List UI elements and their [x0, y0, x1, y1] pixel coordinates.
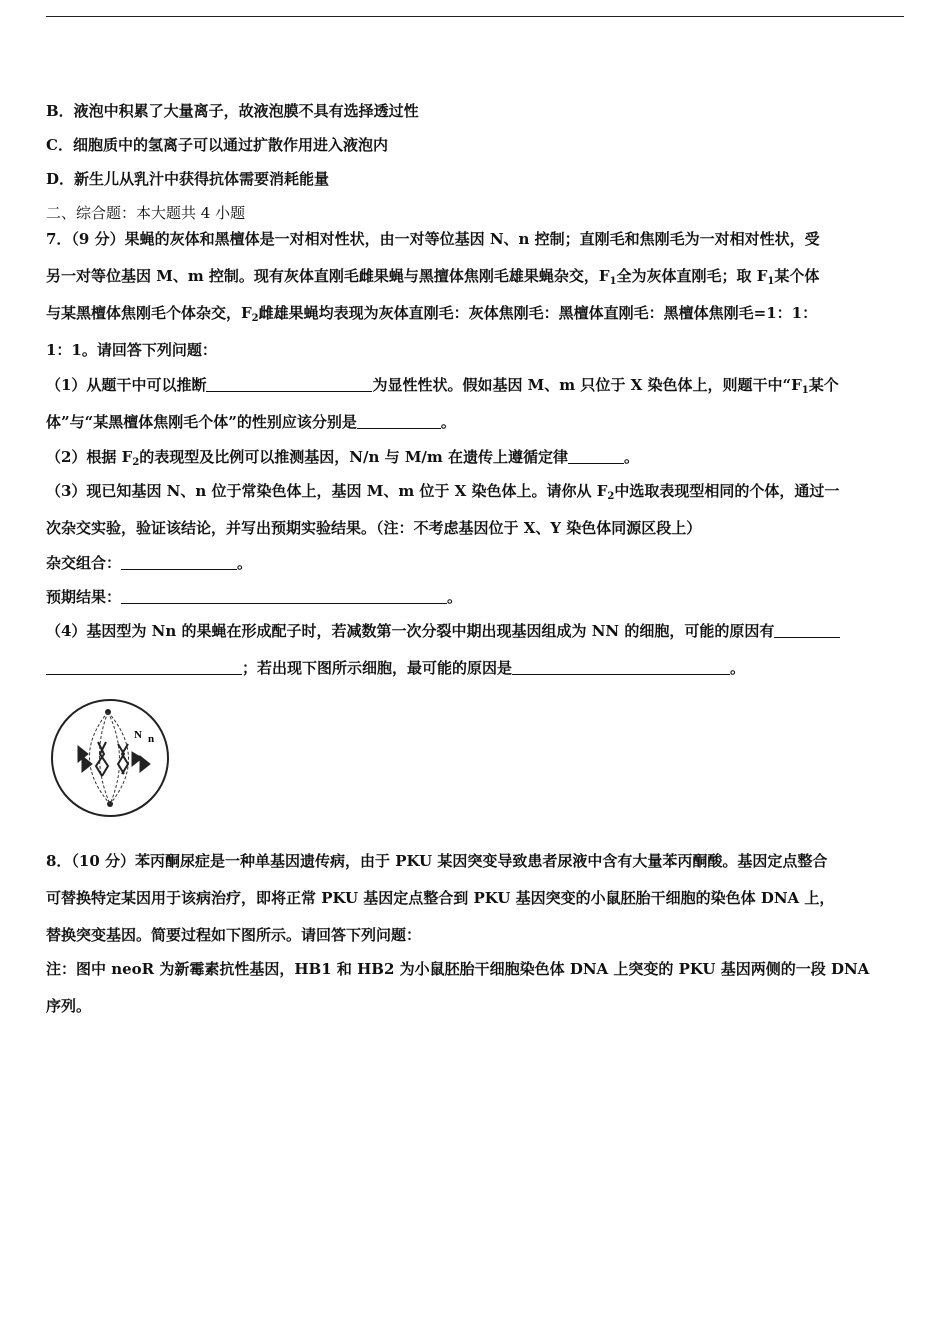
gene-label-N: N	[134, 729, 142, 741]
q7-part-4-line-2: ；若出现下图所示细胞，最可能的原因是 。	[46, 658, 906, 678]
answer-blank[interactable]	[121, 589, 447, 604]
q7-stem-line-4: 1：1。请回答下列问题：	[46, 341, 217, 359]
option-b: B．液泡中积累了大量离子，故液泡膜不具有选择透过性	[46, 102, 419, 120]
header-rule	[46, 16, 904, 17]
answer-blank[interactable]	[46, 660, 242, 675]
answer-blank[interactable]	[121, 555, 237, 570]
option-c: C．细胞质中的氢离子可以通过扩散作用进入液泡内	[46, 136, 388, 154]
answer-blank[interactable]	[774, 623, 840, 638]
q7-stem-line-2: 另一对等位基因 M、m 控制。现有灰体直刚毛雌果蝇与黑擅体焦刚毛雄果蝇杂交，$F_1$全为灰体直刚毛；取 $F_1$某个体	[46, 267, 820, 287]
q8-stem-line-2: 可替换特定某因用于该病治疗，即将正常 PKU 基因定点整合到 PKU 基因突变的小鼠胚胎干细胞的染色体 DNA 上，	[46, 889, 835, 907]
section-heading: 二、综合题：本大题共 4 小题	[46, 204, 246, 222]
expected-result: 预期结果： 。	[46, 588, 463, 606]
answer-blank[interactable]	[206, 377, 372, 392]
q7-part-4-line-1: （4）基因型为 Nn 的果蝇在形成配子时，若减数第一次分裂中期出现基因组成为 NN 的细胞，可能的原因有	[46, 621, 906, 641]
q7-stem-line-1: 7．（9 分）果蝇的灰体和黑檀体是一对相对性状，由一对等位基因 N、n 控制；直刚毛和焦刚毛为一对相对性状，受	[46, 230, 820, 248]
q7-part-2: （2）根据 $F_2$的表现型及比例可以推测基因，N/n 与 M/m 在遗传上遵循定律 。	[46, 448, 640, 468]
q7-part-3-line-2: 次杂交实验，验证该结论，并写出预期实验结果。（注：不考虑基因位于 X、Y 染色体同源区段上）	[46, 519, 702, 537]
cross-combination: 杂交组合： 。	[46, 554, 253, 572]
option-d: D．新生儿从乳汁中获得抗体需要消耗能量	[46, 170, 330, 188]
gene-label-n: n	[148, 733, 155, 745]
q7-part-1-line-2: 体”与“某黑檀体焦刚毛个体”的性别应该分别是 。	[46, 413, 456, 431]
q7-part-1-line-1: （1）从题干中可以推断 为显性性状。假如基因 M、m 只位于 X 染色体上，则题干中“$F_1$某个	[46, 376, 839, 396]
cell-division-figure	[48, 694, 172, 822]
answer-blank[interactable]	[357, 414, 441, 429]
q8-note-line-2: 序列。	[46, 997, 92, 1015]
chromosomes	[78, 742, 150, 776]
q8-note-line-1: 注：图中 neoR 为新霉素抗性基因，HB1 和 HB2 为小鼠胚胎干细胞染色体 DNA 上突变的 PKU 基因两侧的一段 DNA	[46, 960, 870, 978]
q7-stem-line-3: 与某黑檀体焦刚毛个体杂交，$F_2$雌雄果蝇均表现为灰体直刚毛：灰体焦刚毛：黑檀体直刚毛：黑檀体焦刚毛=1：1：	[46, 304, 818, 324]
answer-blank[interactable]	[568, 449, 624, 464]
q8-stem-line-1: 8．（10 分）苯丙酮尿症是一种单基因遗传病，由于 PKU 某因突变导致患者尿液中含有大量苯丙酮酸。基因定点整合	[46, 852, 828, 870]
q7-part-3-line-1: （3）现已知基因 N、n 位于常染色体上，基因 M、m 位于 X 染色体上。请你从 $F_2$中选取表现型相同的个体，通过一	[46, 482, 840, 502]
q8-stem-line-3: 替换突变基因。简要过程如下图所示。请回答下列问题：	[46, 926, 422, 944]
answer-blank[interactable]	[512, 660, 730, 675]
